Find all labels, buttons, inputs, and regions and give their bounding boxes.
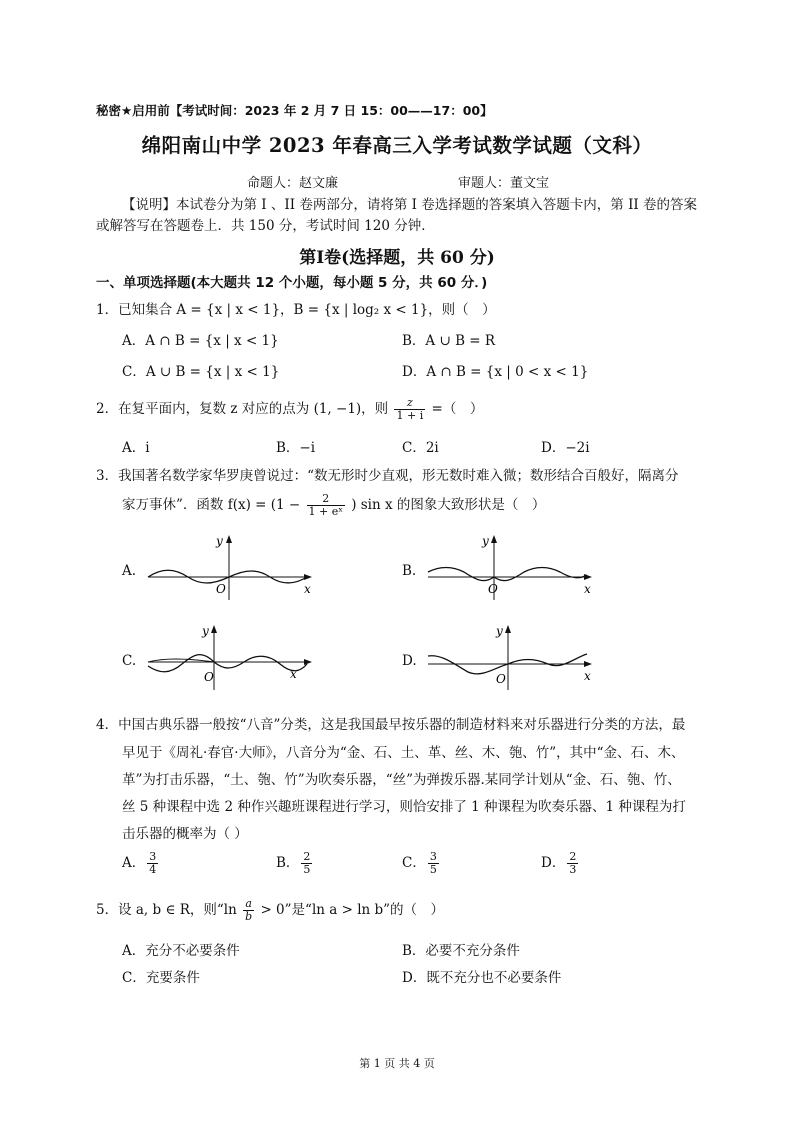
part-title: 第I卷(选择题，共 60 分) — [299, 248, 495, 268]
q3-graph-d — [424, 622, 599, 692]
q3-graph-d-x-label: x — [584, 669, 591, 683]
q2-option-a: A．i — [122, 440, 150, 456]
q3-graph-b-x-label: x — [584, 582, 591, 596]
q4-option-c-num: 3 — [429, 850, 437, 863]
section-heading: 一、单项选择题(本大题共 12 个小题，每小题 5 分，共 60 分．) — [96, 275, 488, 291]
q1-option-a: A．A ∩ B = {x | x < 1} — [122, 333, 279, 349]
q3-option-c-label: C. — [122, 653, 137, 669]
q3-frac-num: 2 — [307, 493, 345, 506]
q4-option-b-num: 2 — [303, 850, 311, 863]
q3-graph-a-origin: O — [216, 582, 226, 596]
q4-option-b-den: 5 — [303, 863, 311, 876]
q5-stem-post: > 0”是“ln a > ln b”的（ ） — [260, 902, 445, 918]
q3-graph-c — [144, 622, 319, 692]
q3-graph-c-y-label: y — [202, 624, 209, 638]
q5-fraction — [243, 898, 254, 923]
q5-frac-num: a — [243, 898, 254, 911]
q4-option-a-num: 3 — [149, 850, 157, 863]
q4-option-b — [276, 851, 314, 876]
q3-option-b-label: B. — [402, 563, 417, 579]
exam-notice: 秘密★启用前【考试时间：2023 年 2 月 7 日 15：00——17：00】 — [96, 103, 493, 118]
q3-graph-a-y-label: y — [216, 534, 223, 548]
q3-graph-a-x-label: x — [304, 582, 311, 596]
q4-option-d-den: 3 — [569, 863, 577, 876]
q3-graph-d-origin: O — [496, 672, 506, 686]
q3-graph-c-x-label: x — [290, 667, 297, 681]
q5-option-d: D．既不充分也不必要条件 — [402, 970, 562, 986]
q3-stem-line-1: 3．我国著名数学家华罗庚曾说过：“数无形时少直观，形无数时难入微；数形结合百般好，隔离分 — [96, 468, 679, 484]
q4-option-c — [402, 851, 441, 876]
q2-option-c: C．2i — [402, 440, 439, 456]
q3-frac-den: 1 + eˣ — [308, 505, 343, 518]
q2-stem — [96, 397, 483, 422]
q4-option-d — [541, 851, 580, 876]
q3-option-d-label: D. — [402, 653, 417, 669]
q4-option-a-den: 4 — [149, 863, 157, 876]
q2-stem-post: =（ ） — [431, 401, 484, 417]
setter-label: 命题人：赵文廉 — [247, 176, 339, 191]
q5-frac-den: b — [245, 910, 253, 923]
q5-option-a: A．充分不必要条件 — [122, 943, 240, 959]
q1-option-d: D．A ∩ B = {x | 0 < x < 1} — [402, 364, 589, 380]
q4-option-d-num: 2 — [569, 850, 577, 863]
q1-option-c: C．A ∪ B = {x | x < 1} — [122, 364, 280, 380]
q2-frac-den: 1 + i — [396, 409, 424, 422]
q5-option-c: C．充要条件 — [122, 970, 200, 986]
q2-fraction — [394, 397, 425, 422]
q4-option-b-label: B． — [276, 855, 300, 871]
q2-frac-num: z — [394, 397, 425, 410]
q4-line-3: 革”为打击乐器，“土、匏、竹”为吹奏乐器，“丝”为弹拨乐器.某同学计划从“金、石、匏、竹、 — [122, 772, 681, 788]
q4-option-c-fraction — [428, 851, 439, 876]
q4-line-2: 早见于《周礼·春官·大师》，八音分为“金、石、土、革、丝、木、匏、竹”，其中“金、石、木、 — [122, 745, 685, 761]
q4-line-1: 4．中国古典乐器一般按“八音”分类，这是我国最早按乐器的制造材料来对乐器进行分类的方法，最 — [96, 717, 686, 733]
q4-option-c-den: 5 — [429, 863, 437, 876]
q4-option-d-label: D． — [541, 855, 566, 871]
q4-option-b-fraction — [301, 851, 312, 876]
q3-option-a-label: A. — [122, 563, 137, 579]
q2-option-d: D．−2i — [541, 440, 590, 456]
q3-graph-b — [424, 532, 599, 602]
reviewer-label: 审题人：董文宝 — [458, 176, 550, 191]
instructions-line-1: 【说明】本试卷分为第 I 、II 卷两部分，请将第 I 卷选择题的答案填入答题卡内，第 II 卷的答案 — [122, 197, 698, 213]
q3-graph-d-y-label: y — [496, 624, 503, 638]
q3-fraction — [307, 493, 345, 518]
q3-stem-line-2 — [122, 493, 545, 518]
q3-graph-b-origin: O — [488, 582, 498, 596]
q2-stem-pre: 2．在复平面内，复数 z 对应的点为 (1, −1)，则 — [96, 401, 389, 417]
q3-stem-post: ) sin x 的图象大致形状是（ ） — [351, 497, 546, 513]
q3-graph-a — [144, 532, 319, 602]
page-footer: 第 1 页 共 4 页 — [359, 1057, 435, 1070]
exam-title: 绵阳南山中学 2023 年春高三入学考试数学试题（文科） — [141, 134, 653, 157]
q4-option-a — [122, 851, 160, 876]
q2-option-b: B．−i — [276, 440, 316, 456]
q3-graph-b-y-label: y — [482, 534, 489, 548]
instructions-line-2: 或解答写在答题卷上．共 150 分，考试时间 120 分钟． — [96, 218, 435, 234]
q4-option-c-label: C． — [402, 855, 426, 871]
q4-option-a-label: A． — [122, 855, 146, 871]
q5-stem — [96, 898, 444, 923]
q4-option-a-fraction — [147, 851, 158, 876]
q3-stem-pre: 家万事休”．函数 f(x) = (1 − — [122, 497, 301, 513]
q4-option-d-fraction — [567, 851, 578, 876]
q5-stem-pre: 5．设 a, b ∈ R，则“ln — [96, 902, 237, 918]
q1-option-b: B．A ∪ B = R — [402, 333, 496, 349]
q5-option-b: B．必要不充分条件 — [402, 943, 520, 959]
q4-line-4: 丝 5 种课程中选 2 种作兴趣班课程进行学习，则恰安排了 1 种课程为吹奏乐器、1 种课程为打 — [122, 799, 686, 815]
q3-graph-c-origin: O — [204, 670, 214, 684]
q1-stem: 1．已知集合 A = {x | x < 1}，B = {x | log₂ x < 1}，则（ ） — [96, 302, 496, 318]
q4-line-5: 击乐器的概率为（ ） — [122, 826, 248, 842]
